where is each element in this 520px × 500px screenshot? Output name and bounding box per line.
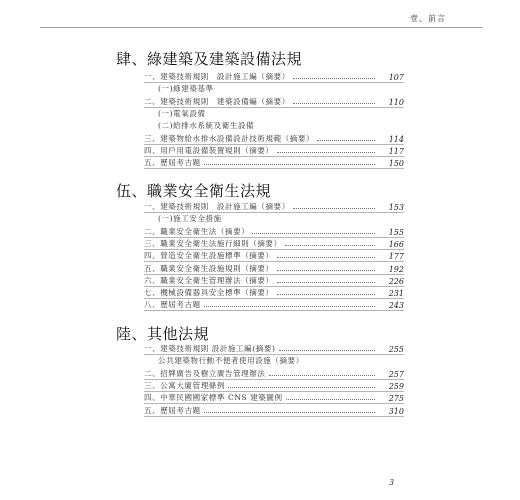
entry-page-number: 166	[388, 239, 404, 249]
entry-label: 三、職業安全衛生法施行細則（摘要）	[144, 238, 282, 248]
entry-label: 八、歷屆考古題	[144, 300, 201, 310]
entry-label: 一、建築技術規則 設計施工編（摘要）	[144, 202, 290, 211]
entry-label: (一)綠建築基準	[158, 84, 214, 94]
dot-leader	[285, 245, 375, 246]
entry-page-number: 177	[388, 252, 404, 262]
entry-page-number: 259	[388, 381, 404, 391]
entry-label: 公共建築物行動不便者使用設施（摘要）	[158, 356, 304, 366]
entry-label: (一)施工安全措施	[158, 214, 222, 224]
dot-leader	[286, 399, 375, 400]
dot-leader	[293, 78, 375, 79]
entry-label: 六、職業安全衛生管理辦法（摘要）	[144, 275, 274, 285]
entry-label: 三、公寓大廈管理條例	[144, 380, 225, 390]
page-number: 3	[389, 478, 395, 487]
dot-leader	[204, 412, 375, 413]
entry-page-number: 192	[388, 264, 404, 274]
entry-page-number: 275	[388, 394, 404, 404]
entry-page-number: 310	[388, 406, 404, 416]
dot-leader	[277, 294, 375, 295]
dot-leader	[279, 350, 375, 351]
toc-subentry[interactable]	[158, 81, 404, 94]
dot-leader	[293, 103, 375, 104]
header-rule	[40, 27, 482, 28]
entry-label: 七、機械設備器具安全標準（摘要）	[144, 288, 274, 298]
entry-label: 二、職業安全衛生法（摘要）	[144, 226, 250, 236]
toc-entry[interactable]	[144, 403, 404, 417]
entry-label: 四、中華民國國家標準 CNS 建築圖例	[144, 393, 283, 403]
entry-label: 四、營造安全衛生設施標準（摘要）	[144, 251, 274, 261]
entry-label: 五、歷屆考古題	[144, 405, 201, 415]
entry-label: (二)給排水系統及衛生設備	[158, 121, 255, 131]
entry-page-number: 226	[388, 276, 404, 286]
entry-label: 三、建築物給水排水設備設計技術規範（摘要）	[144, 133, 315, 143]
entry-page-number: 257	[388, 369, 404, 379]
dot-leader	[204, 306, 375, 307]
dot-leader	[293, 208, 375, 209]
toc-entry[interactable]	[144, 155, 404, 169]
entry-label: 五、職業安全衛生設施規則（摘要）	[144, 263, 274, 273]
entry-label: 四、用戶用電設備裝置規則（摘要）	[144, 145, 274, 155]
page-header-label: 壹、前言	[410, 14, 446, 23]
toc-subentry[interactable]	[158, 353, 404, 366]
toc-subentry[interactable]	[158, 106, 404, 119]
dot-leader	[277, 270, 375, 271]
dot-leader	[277, 257, 375, 258]
entry-page-number: 110	[388, 97, 404, 107]
entry-label: 一、建築技術規則 設計施工編(摘要)	[144, 344, 276, 353]
dot-leader	[269, 375, 376, 376]
entry-page-number: 243	[388, 301, 404, 311]
section-title: 肆、綠建築及建築設備法規	[116, 50, 303, 68]
toc-entry[interactable]	[144, 297, 404, 311]
dot-leader	[277, 152, 375, 153]
toc-subentry[interactable]	[158, 211, 404, 224]
entry-label: 二、招牌廣告及樹立廣告管理辦法	[144, 368, 266, 378]
entry-page-number: 153	[388, 203, 404, 212]
entry-page-number: 255	[388, 345, 404, 354]
entry-label: 五、歷屆考古題	[144, 158, 201, 168]
entry-page-number: 107	[388, 73, 404, 82]
entry-page-number: 117	[388, 146, 404, 156]
section-title: 伍、職業安全衛生法規	[116, 182, 272, 200]
entry-label: (一)電氣設備	[158, 108, 206, 118]
entry-page-number: 150	[388, 159, 404, 169]
entry-label: 二、建築技術規則 建築設備編（摘要）	[144, 96, 290, 106]
entry-page-number: 114	[388, 134, 404, 144]
entry-page-number: 155	[388, 227, 404, 237]
dot-leader	[317, 140, 375, 141]
section-title: 陸、其他法規	[116, 325, 210, 343]
dot-leader	[204, 164, 375, 165]
toc-subentry[interactable]	[158, 118, 404, 131]
dot-leader	[277, 282, 375, 283]
entry-label: 一、建築技術規則 設計施工編（摘要）	[144, 72, 290, 81]
dot-leader	[252, 233, 375, 234]
dot-leader	[228, 387, 375, 388]
entry-page-number: 231	[388, 289, 404, 299]
